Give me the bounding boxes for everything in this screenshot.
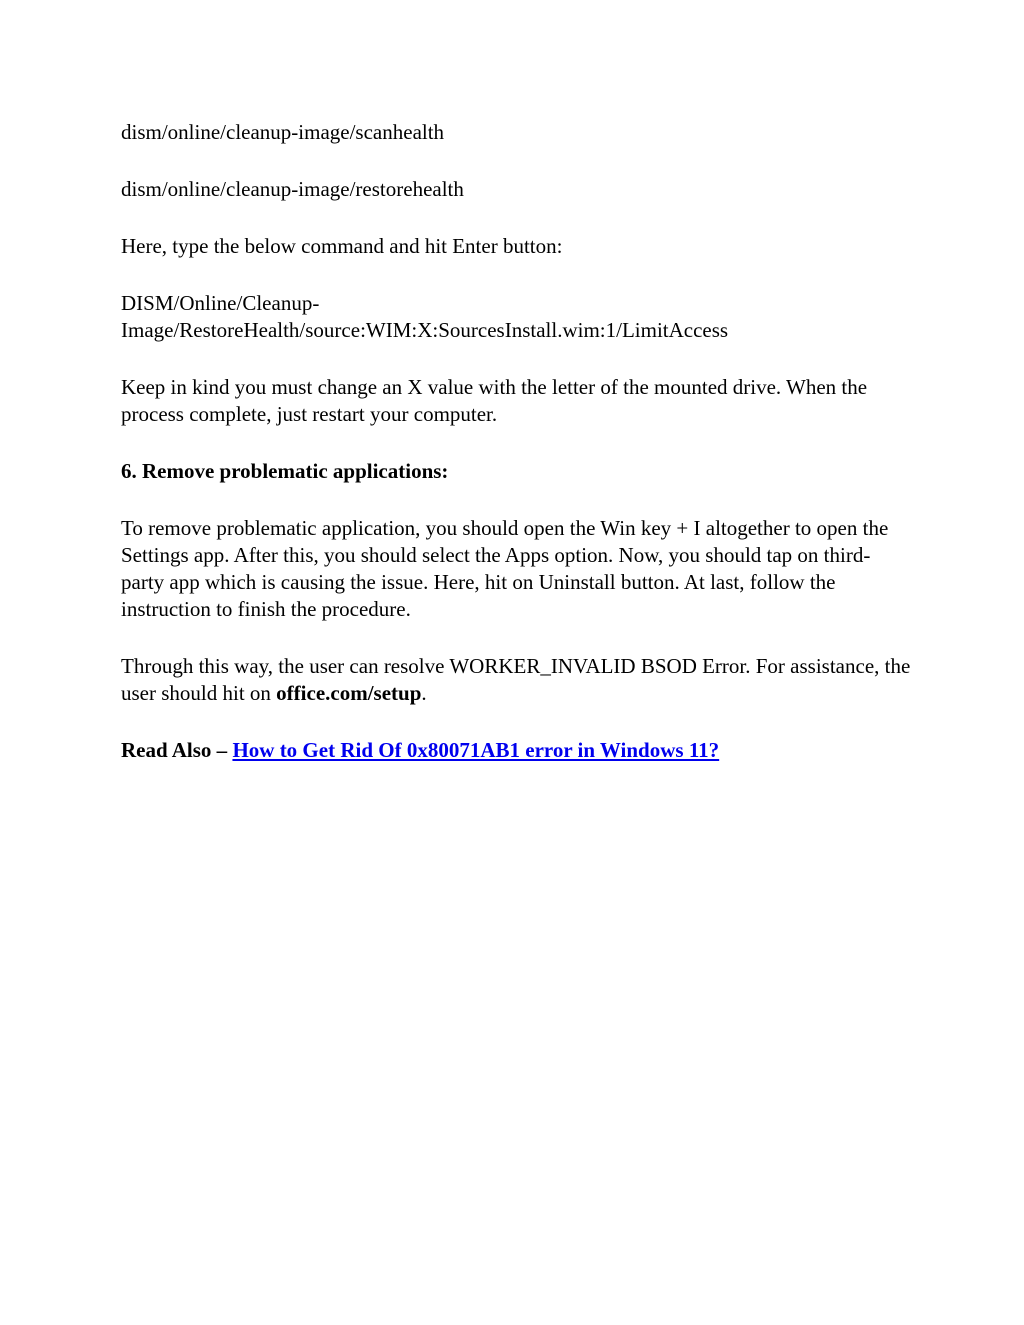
resolution-period: . — [421, 681, 427, 705]
document-body — [121, 119, 911, 764]
resolution-paragraph — [121, 653, 911, 707]
dism-command-line-1: DISM/Online/Cleanup- — [121, 291, 320, 315]
office-setup-text: office.com/setup — [276, 681, 422, 705]
dism-source-command — [121, 290, 911, 344]
mounted-drive-note: Keep in kind you must change an X value with the letter of the mounted drive. When the process complete, just restart your computer. — [121, 375, 868, 426]
restorehealth-command: dism/online/cleanup-image/restorehealth — [121, 177, 464, 201]
type-command-instruction: Here, type the below command and hit Enter button: — [121, 234, 563, 258]
read-also-link[interactable]: How to Get Rid Of 0x80071AB1 error in Windows 11? — [232, 738, 720, 762]
scanhealth-command: dism/online/cleanup-image/scanhealth — [121, 120, 445, 144]
dism-command-line-2: Image/RestoreHealth/source:WIM:X:SourcesInstall.wim:1/LimitAccess — [121, 318, 729, 342]
section-heading-remove-apps: 6. Remove problematic applications: — [121, 459, 449, 483]
resolution-text: Through this way, the user can resolve WORKER_INVALID BSOD Error. For assistance, the user should hit on — [121, 654, 911, 705]
remove-apps-instructions: To remove problematic application, you should open the Win key + I altogether to open the Settings app. After this, you should select the Apps option. Now, you should tap on third-party app which is causing the issue. Here, hit on Uninstall button. At last, follow the instruction to finish the procedure. — [121, 516, 889, 621]
read-also-line — [121, 737, 911, 764]
read-also-label: Read Also – — [121, 738, 233, 762]
